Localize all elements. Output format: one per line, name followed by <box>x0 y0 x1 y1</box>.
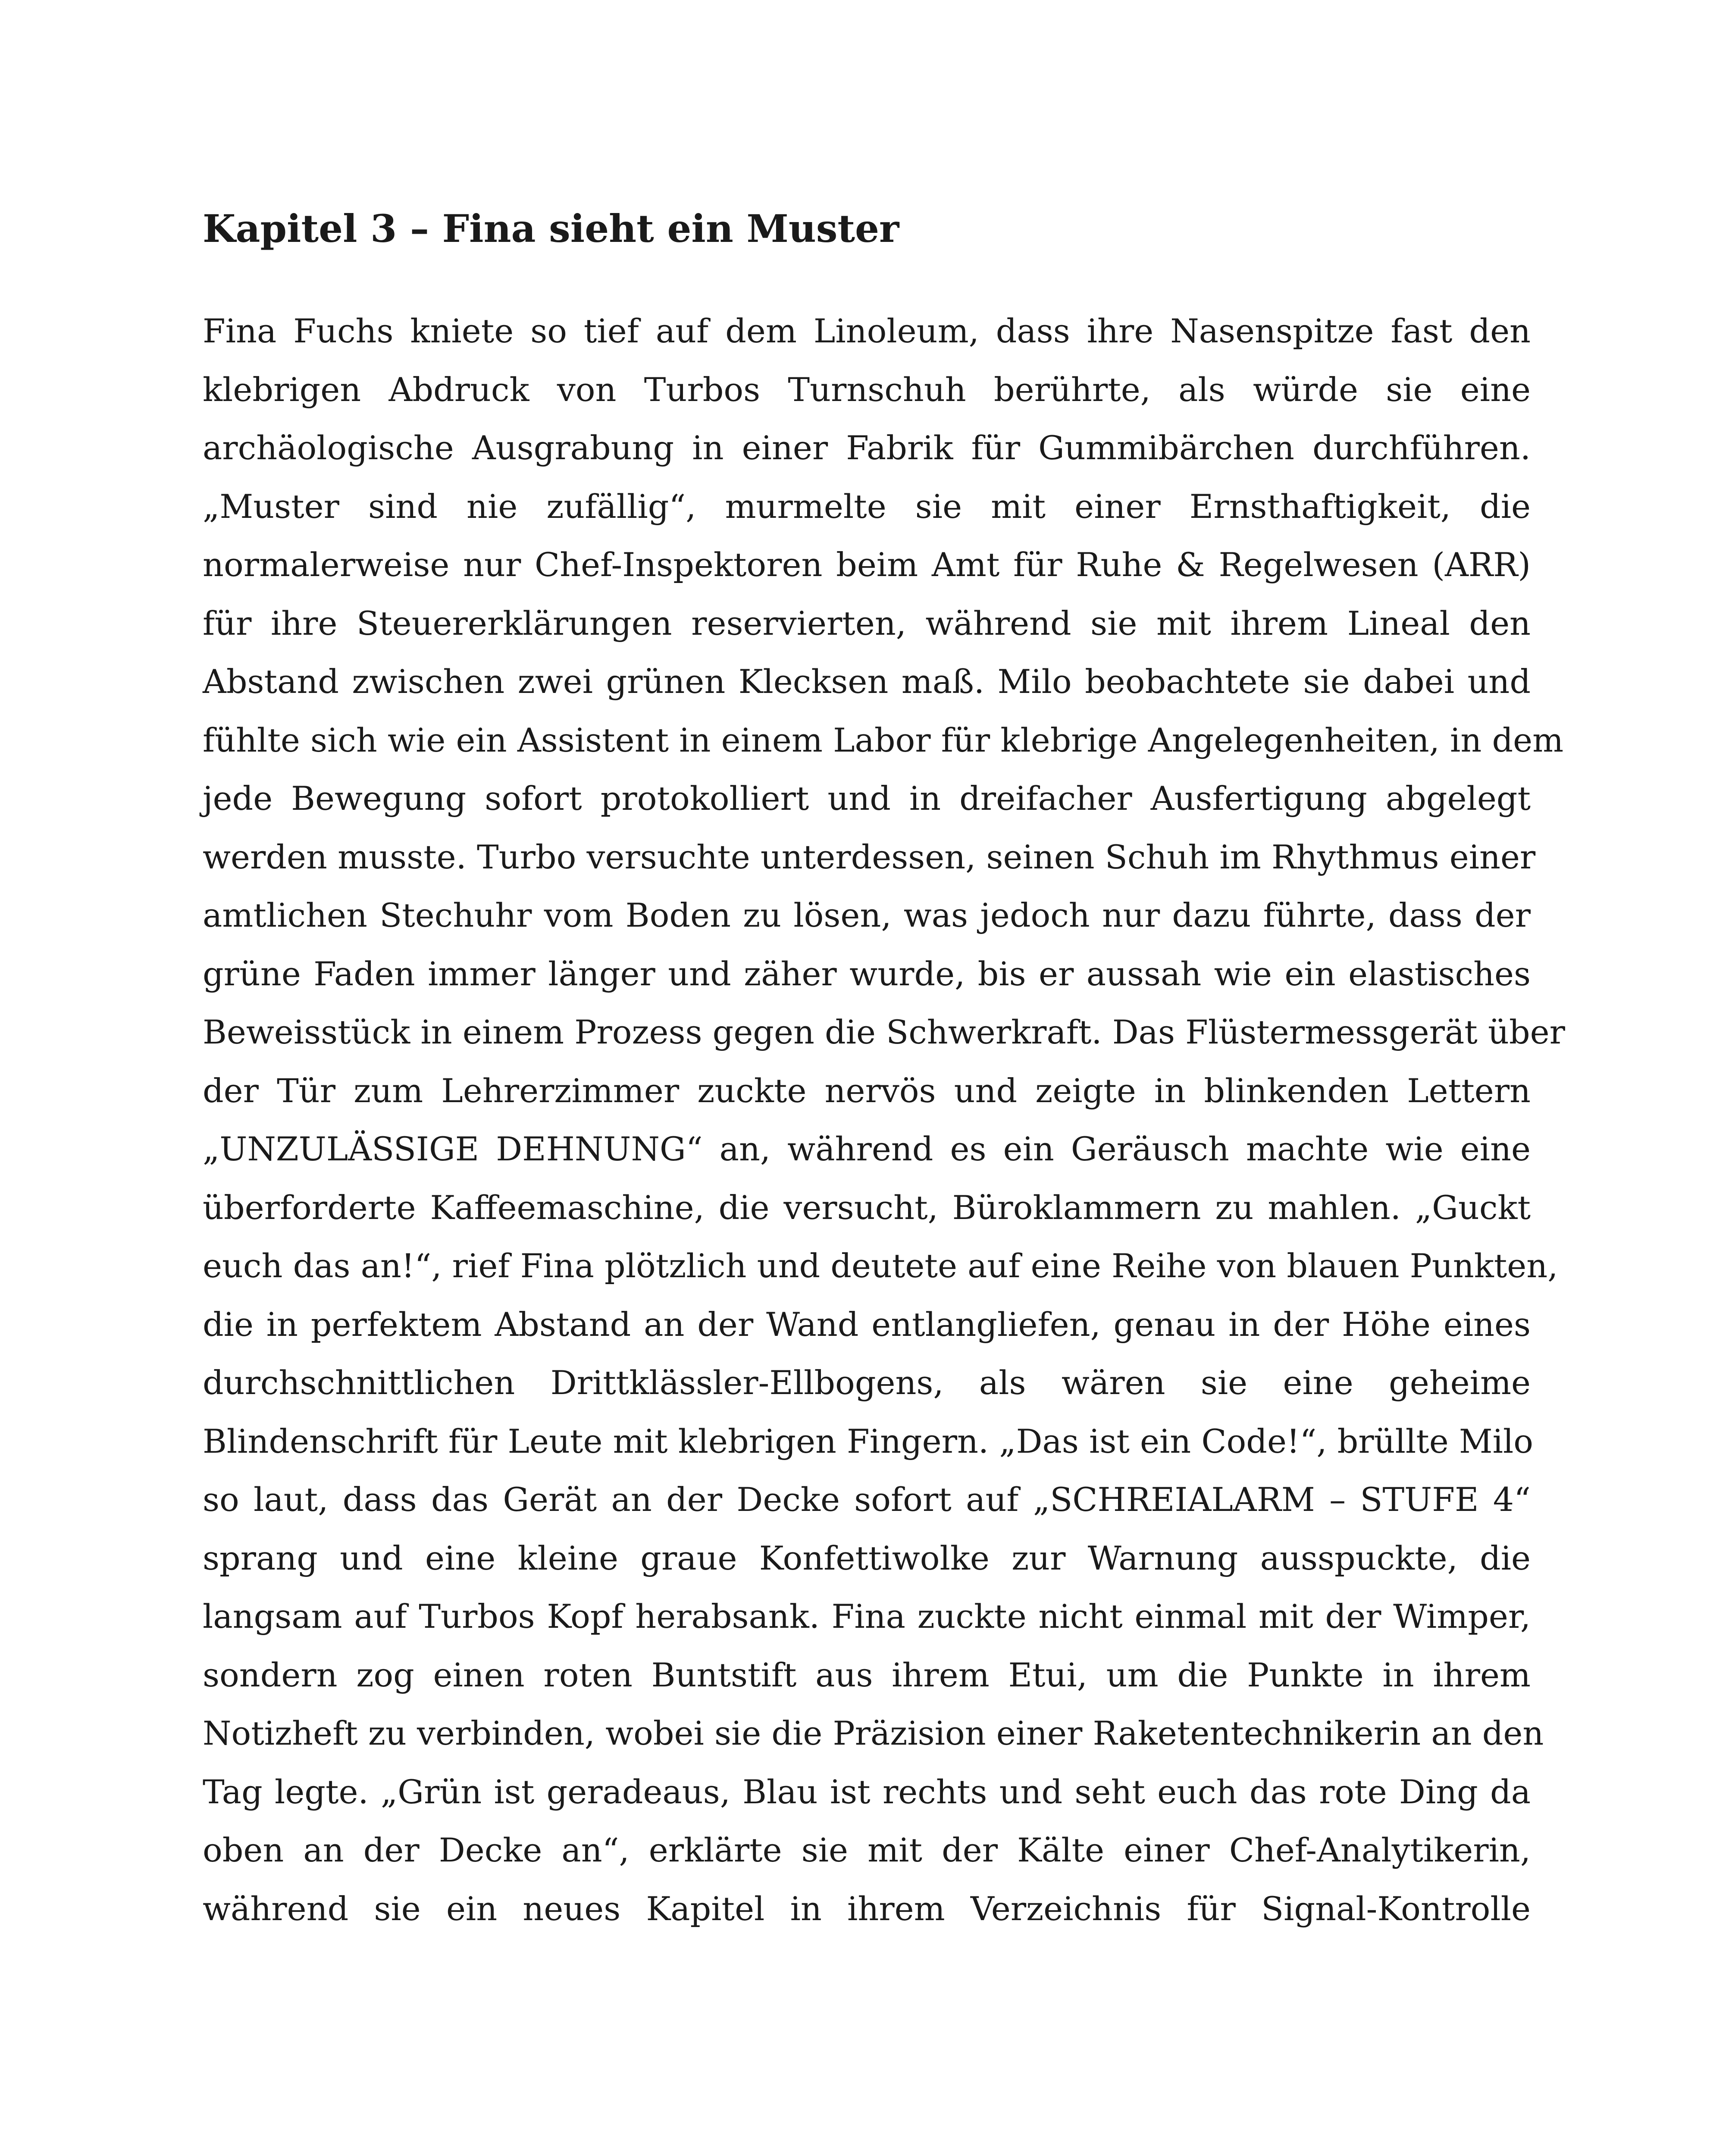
body-line: überforderte Kaffeemaschine, die versucht, Büroklammern zu mahlen. „Guckt <box>203 1188 1531 1227</box>
body-line: langsam auf Turbos Kopf herabsank. Fina zuckte nicht einmal mit der Wimper, <box>203 1597 1531 1636</box>
body-line: sprang und eine kleine graue Konfettiwolke zur Warnung ausspuckte, die <box>203 1539 1531 1577</box>
body-line: so laut, dass das Gerät an der Decke sofort auf „SCHREIALARM – STUFE 4“ <box>203 1480 1531 1519</box>
body-line: Abstand zwischen zwei grünen Klecksen maß. Milo beobachtete sie dabei und <box>203 662 1531 701</box>
body-line: Beweisstück in einem Prozess gegen die Schwerkraft. Das Flüstermessgerät über <box>203 1013 1565 1051</box>
body-line: archäologische Ausgrabung in einer Fabrik für Gummibärchen durchführen. <box>203 429 1531 467</box>
body-line: die in perfektem Abstand an der Wand entlangliefen, genau in der Höhe eines <box>203 1305 1531 1344</box>
body-line: euch das an!“, rief Fina plötzlich und deutete auf eine Reihe von blauen Punkten, <box>203 1247 1558 1285</box>
body-line: „UNZULÄSSIGE DEHNUNG“ an, während es ein Geräusch machte wie eine <box>203 1130 1531 1168</box>
body-line: fühlte sich wie ein Assistent in einem Labor für klebrige Angelegenheiten, in dem <box>203 721 1564 759</box>
body-line: für ihre Steuererklärungen reservierten, während sie mit ihrem Lineal den <box>203 604 1531 642</box>
body-line: jede Bewegung sofort protokolliert und in dreifacher Ausfertigung abgelegt <box>203 779 1531 818</box>
body-line: normalerweise nur Chef-Inspektoren beim Amt für Ruhe & Regelwesen (ARR) <box>203 545 1531 584</box>
body-line: amtlichen Stechuhr vom Boden zu lösen, was jedoch nur dazu führte, dass der <box>203 896 1531 934</box>
body-line: Blindenschrift für Leute mit klebrigen Fingern. „Das ist ein Code!“, brüllte Milo <box>203 1422 1534 1460</box>
body-line: sondern zog einen roten Buntstift aus ihrem Etui, um die Punkte in ihrem <box>203 1655 1531 1694</box>
chapter-title: Kapitel 3 – Fina sieht ein Muster <box>203 206 899 251</box>
body-line: Tag legte. „Grün ist geradeaus, Blau ist rechts und seht euch das rote Ding da <box>203 1772 1531 1811</box>
body-line: durchschnittlichen Drittklässler-Ellbogens, als wären sie eine geheime <box>203 1363 1531 1402</box>
body-line: der Tür zum Lehrerzimmer zuckte nervös und zeigte in blinkenden Lettern <box>203 1071 1531 1110</box>
body-line: klebrigen Abdruck von Turbos Turnschuh berührte, als würde sie eine <box>203 370 1531 409</box>
chapter-body <box>203 302 1565 1938</box>
body-line: Notizheft zu verbinden, wobei sie die Präzision einer Raketentechnikerin an den <box>203 1714 1544 1752</box>
body-line: oben an der Decke an“, erklärte sie mit der Kälte einer Chef-Analytikerin, <box>203 1831 1531 1869</box>
body-line: während sie ein neues Kapitel in ihrem Verzeichnis für Signal-Kontrolle <box>203 1889 1531 1928</box>
body-line: Fina Fuchs kniete so tief auf dem Linoleum, dass ihre Nasenspitze fast den <box>203 312 1531 350</box>
body-line: werden musste. Turbo versuchte unterdessen, seinen Schuh im Rhythmus einer <box>203 837 1536 876</box>
body-line: „Muster sind nie zufällig“, murmelte sie mit einer Ernsthaftigkeit, die <box>203 487 1531 526</box>
body-line: grüne Faden immer länger und zäher wurde, bis er aussah wie ein elastisches <box>203 954 1531 993</box>
